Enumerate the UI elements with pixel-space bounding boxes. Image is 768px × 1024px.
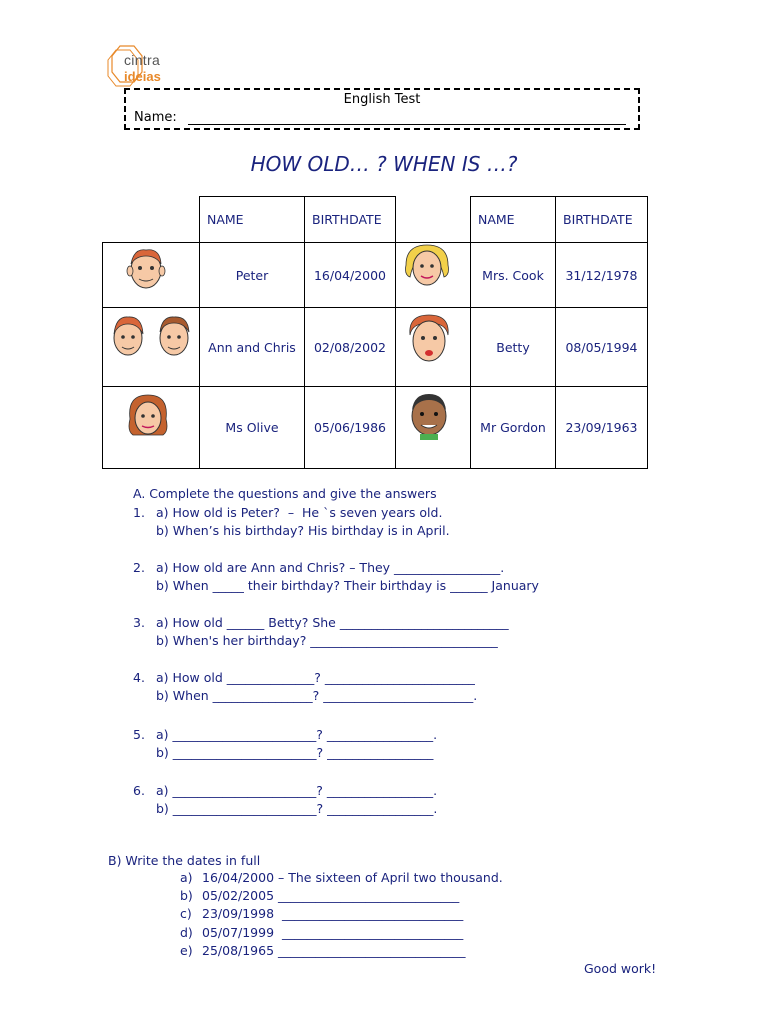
name-cell: Mrs. Cook bbox=[470, 242, 556, 308]
question-number: 4. bbox=[133, 670, 145, 685]
header-box bbox=[124, 88, 640, 130]
footer-good-work: Good work! bbox=[584, 961, 657, 976]
date-letter: e) bbox=[180, 943, 193, 958]
logo-text: cintra bbox=[124, 52, 161, 68]
question-4a[interactable]: a) How old ______________? ________________________ bbox=[156, 670, 475, 685]
name-cell: Peter bbox=[199, 242, 305, 308]
blonde-woman-face-icon bbox=[400, 243, 454, 289]
boy-face-icon bbox=[122, 244, 170, 294]
question-2b[interactable]: b) When _____ their birthday? Their birthday is ______ January bbox=[156, 578, 539, 593]
name-cell: Ms Olive bbox=[199, 386, 305, 469]
question-number: 3. bbox=[133, 615, 145, 630]
date-letter: d) bbox=[180, 925, 193, 940]
date-item-b[interactable]: 05/02/2005 _____________________________ bbox=[202, 888, 460, 903]
birthdate-cell: 08/05/1994 bbox=[555, 307, 648, 387]
question-number: 2. bbox=[133, 560, 145, 575]
section-a-heading: A. Complete the questions and give the answers bbox=[133, 486, 437, 501]
date-letter: a) bbox=[180, 870, 193, 885]
birthdate-cell: 05/06/1986 bbox=[304, 386, 396, 469]
question-6b[interactable]: b) _______________________? _________________. bbox=[156, 801, 438, 816]
section-b-heading: B) Write the dates in full bbox=[108, 853, 261, 868]
question-1b: b) When’s his birthday? His birthday is in April. bbox=[156, 523, 450, 538]
question-5b[interactable]: b) _______________________? _________________ bbox=[156, 745, 434, 760]
question-4b[interactable]: b) When ________________? ________________________. bbox=[156, 688, 478, 703]
woman-face-icon bbox=[123, 391, 173, 443]
man-face-icon bbox=[402, 390, 456, 440]
question-number: 5. bbox=[133, 727, 145, 742]
two-children-faces-icon bbox=[108, 310, 196, 362]
page-title: HOW OLD… ? WHEN IS …? bbox=[250, 152, 518, 176]
test-title: English Test bbox=[343, 92, 421, 107]
question-3b[interactable]: b) When's her birthday? ______________________________ bbox=[156, 633, 498, 648]
header-birthdate-right: BIRTHDATE bbox=[555, 196, 648, 243]
question-5a[interactable]: a) _______________________? _________________. bbox=[156, 727, 438, 742]
logo-subtext: ideias bbox=[124, 69, 161, 84]
date-item-a: 16/04/2000 – The sixteen of April two thousand. bbox=[202, 870, 503, 885]
question-number: 1. bbox=[133, 505, 145, 520]
name-label: Name: bbox=[134, 110, 177, 125]
header-birthdate-left: BIRTHDATE bbox=[304, 196, 396, 243]
date-letter: c) bbox=[180, 906, 192, 921]
name-cell: Ann and Chris bbox=[199, 307, 305, 387]
birthdate-cell: 02/08/2002 bbox=[304, 307, 396, 387]
date-item-e[interactable]: 25/08/1965 ______________________________ bbox=[202, 943, 466, 958]
question-number: 6. bbox=[133, 783, 145, 798]
name-cell: Mr Gordon bbox=[470, 386, 556, 469]
date-item-d[interactable]: 05/07/1999 _____________________________ bbox=[202, 925, 464, 940]
date-item-c[interactable]: 23/09/1998 _____________________________ bbox=[202, 906, 464, 921]
question-3a[interactable]: a) How old ______ Betty? She ___________________________ bbox=[156, 615, 509, 630]
name-cell: Betty bbox=[470, 307, 556, 387]
date-letter: b) bbox=[180, 888, 193, 903]
birthdate-cell: 31/12/1978 bbox=[555, 242, 648, 308]
question-2a[interactable]: a) How old are Ann and Chris? – They _________________. bbox=[156, 560, 505, 575]
header-name-left: NAME bbox=[199, 196, 305, 243]
name-field[interactable] bbox=[188, 124, 626, 125]
question-1a: a) How old is Peter? – He `s seven years old. bbox=[156, 505, 443, 520]
birthdate-cell: 16/04/2000 bbox=[304, 242, 396, 308]
girl-face-icon bbox=[402, 311, 456, 367]
header-name-right: NAME bbox=[470, 196, 556, 243]
question-6a[interactable]: a) _______________________? _________________. bbox=[156, 783, 438, 798]
birthdate-cell: 23/09/1963 bbox=[555, 386, 648, 469]
